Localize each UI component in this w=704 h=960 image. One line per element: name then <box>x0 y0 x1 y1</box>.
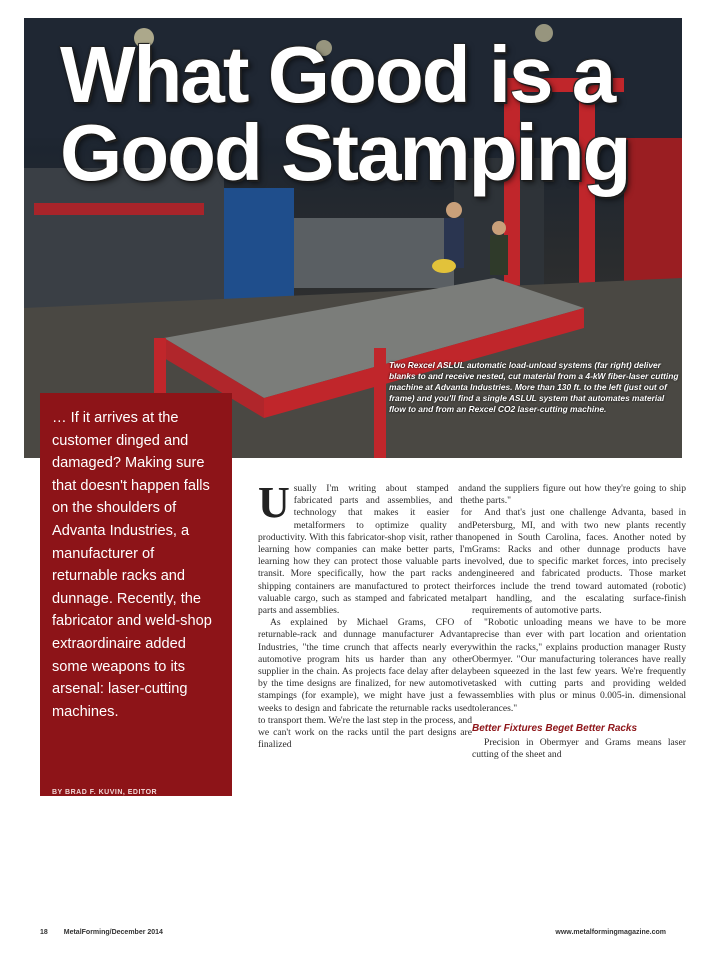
body-column-2 <box>472 483 686 761</box>
paragraph-4: And that's just one challenge Advanta, based in Petersburg, MI, and with two new plants recently opened in South Carolina, faces. Another noted by Grams: Racks and other dunnage products have evolved, due to specific market forces, into precisely engineered and fabricated products. Those market forces include the trend toward automated (robotic) part handling, and the escalating surface-finish requirements of automotive parts. <box>472 507 686 617</box>
hero-photo <box>24 18 682 458</box>
page-number: 18 <box>40 929 48 936</box>
paragraph-6: Precision in Obermyer and Grams means laser cutting of the sheet and <box>472 737 686 761</box>
article-headline <box>60 30 682 197</box>
footer-url: www.metalformingmagazine.com <box>555 929 666 936</box>
paragraph-1-text: sually I'm writing about stamped and fabricated parts and assemblies, and the technology that makes it easier for metalformers to optimize quality and productivity. With this fabricator-shop visit, rather than learning how companies can make better parts, I'm learning how they can protect those valuable parts in transit. More specifically, how the part racks and shipping containers are manufactured to protect their valuable cargo, such as stamped and fabricated metal parts and assemblies. <box>258 483 472 617</box>
body-column-1 <box>258 478 472 751</box>
paragraph-3: and the suppliers figure out how they're going to ship the parts." <box>472 483 686 507</box>
section-subhead: Better Fixtures Beget Better Racks <box>472 722 638 734</box>
photo-caption: Two Rexcel ASLUL automatic load-unload systems (far right) deliver blanks to and receive nested, cut material from a 4-kW fiber-laser cutting machine at Advanta Industries. More than 130 ft. to the left (just out of frame) and you'll find a single ASLUL system that automates material flow to and from an Rexcel CO2 laser-cutting machine. <box>389 360 679 414</box>
dropcap: U <box>258 478 290 527</box>
byline: BY BRAD F. KUVIN, EDITOR <box>52 789 158 796</box>
footer-left <box>40 929 163 936</box>
paragraph-5: "Robotic unloading means we have to be more precise than ever with part location and orientation within the racks," explains production manager Rusty Obermyer. "Our manufacturing tolerances have really been squeezed in the last few years. We're frequently tasked with cutting parts and providing welded assemblies with plus or minus 0.005-in. dimensional tolerances." <box>472 617 686 714</box>
headline-line-2: Good Stamping <box>60 108 630 197</box>
paragraph-1 <box>258 478 472 617</box>
headline-line-1: What Good is a <box>60 30 615 119</box>
paragraph-2: As explained by Michael Grams, CFO of returnable-rack and dunnage manufacturer Advanta Industries, "the time crunch that affects nearly every automotive program hits us harder than any other supplier in the chain. As projects face delay after delay by the time designs are finalized, for new automotive stampings (for example), we might have just a few weeks to design and fabricate the returnable racks used to transport them. We're the last step in the process, and we can't work on the racks until the part designs are finalized <box>258 617 472 751</box>
sidebar-lede: … If it arrives at the customer dinged and damaged? Making sure that doesn't happen falls on the shoulders of Advanta Industries, a manufacturer of returnable racks and dunnage. Recently, the fabricator and weld-shop extraordinaire added some weapons to its arsenal: laser-cutting machines. <box>52 410 212 720</box>
issue-label: MetalForming/December 2014 <box>63 929 163 936</box>
red-sidebar <box>40 393 232 796</box>
